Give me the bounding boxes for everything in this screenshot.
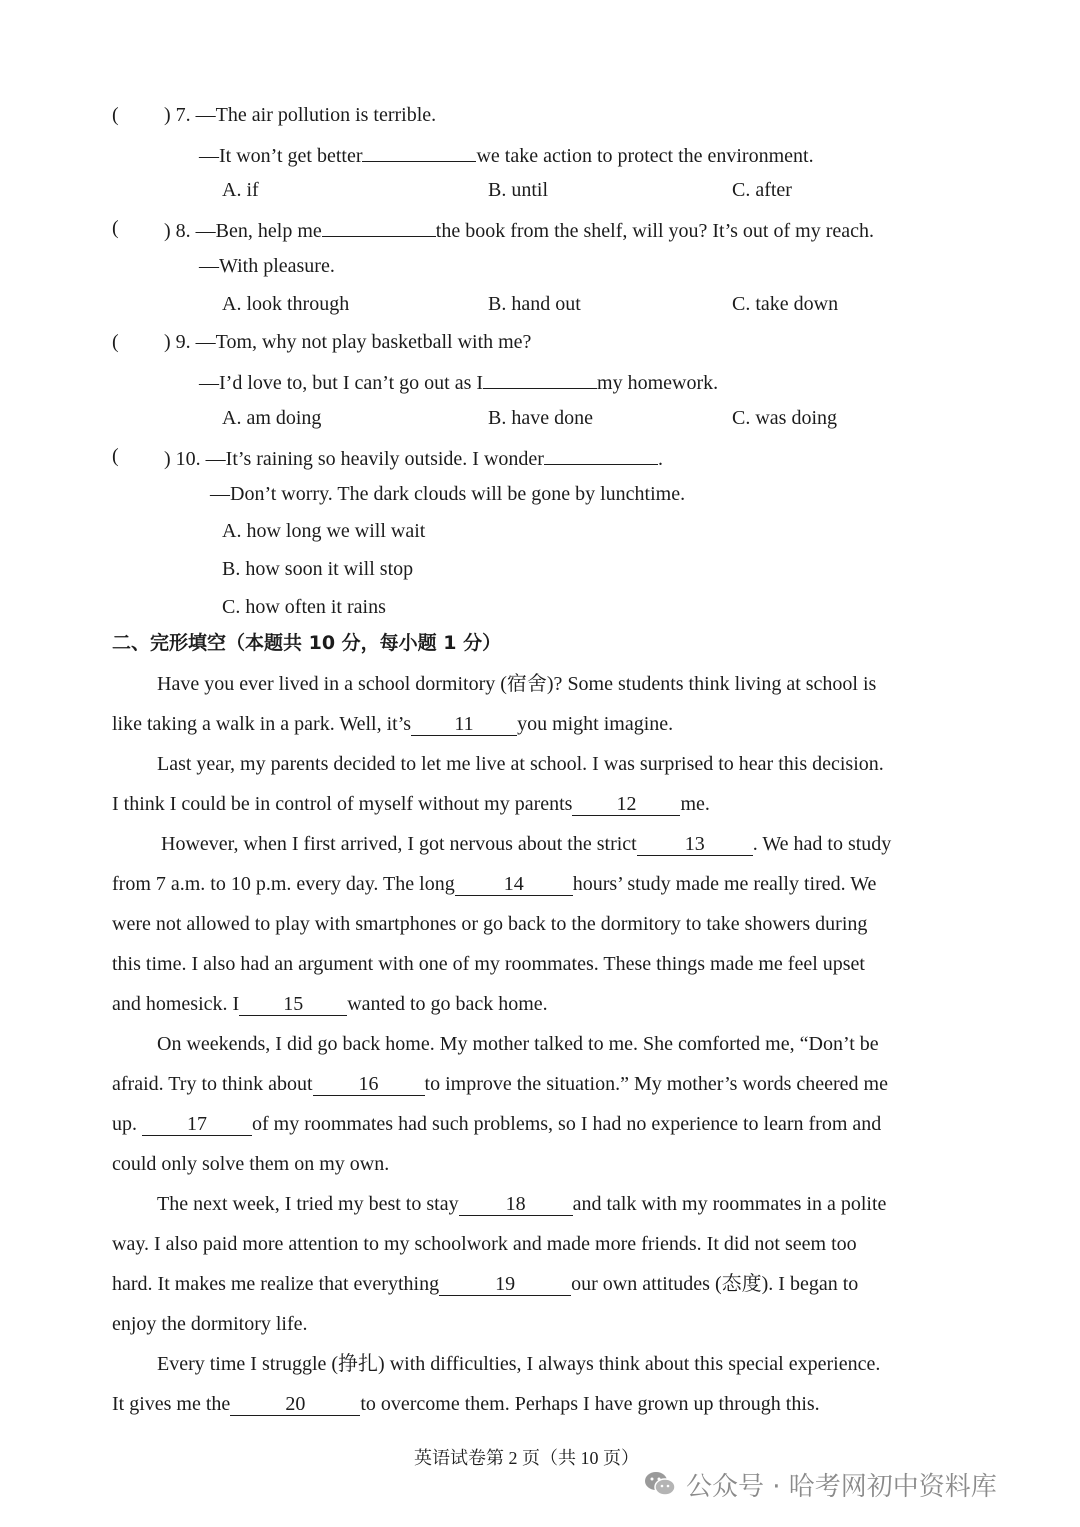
q9-paren: ( bbox=[112, 331, 119, 353]
q7-number: ) 7. bbox=[164, 104, 191, 126]
blank-13[interactable]: 13 bbox=[637, 834, 753, 856]
passage-text: afraid. Try to think about bbox=[112, 1073, 313, 1095]
passage-line: Every time I struggle (挣扎) with difficulties, I always think about this special experience. bbox=[157, 1353, 881, 1375]
passage-text: to overcome them. Perhaps I have grown up through this. bbox=[360, 1393, 820, 1415]
q10-paren: ( bbox=[112, 445, 119, 467]
passage-line: On weekends, I did go back home. My mother talked to me. She comforted me, “Don’t be bbox=[157, 1033, 879, 1055]
blank-19[interactable]: 19 bbox=[439, 1274, 571, 1296]
passage-line: could only solve them on my own. bbox=[112, 1153, 390, 1175]
q9-stem bbox=[164, 330, 531, 354]
q7-question: —The air pollution is terrible. bbox=[195, 104, 437, 126]
blank-11[interactable]: 11 bbox=[411, 714, 517, 736]
q10-option-c: C. how often it rains bbox=[222, 596, 386, 618]
blank-12[interactable]: 12 bbox=[572, 794, 680, 816]
passage-line bbox=[112, 1112, 881, 1136]
blank-15[interactable]: 15 bbox=[239, 994, 347, 1016]
passage-text: to improve the situation.” My mother’s words cheered me bbox=[424, 1073, 888, 1095]
q9-reply bbox=[199, 368, 718, 395]
passage-text: I think I could be in control of myself without my parents bbox=[112, 793, 573, 815]
passage-text: and talk with my roommates in a polite bbox=[572, 1193, 887, 1215]
watermark bbox=[644, 1466, 997, 1502]
q10-number: ) 10. bbox=[164, 448, 201, 470]
q9-blank[interactable] bbox=[483, 368, 597, 389]
q10-stem bbox=[164, 444, 663, 471]
q8-question-start: —Ben, help me bbox=[195, 220, 322, 242]
q7-stem bbox=[164, 103, 436, 127]
blank-18[interactable]: 18 bbox=[459, 1194, 573, 1216]
blank-20[interactable]: 20 bbox=[230, 1394, 360, 1416]
q7-option-a: A. if bbox=[222, 179, 259, 201]
q7-reply-end: we take action to protect the environment. bbox=[476, 145, 814, 167]
q9-number: ) 9. bbox=[164, 331, 191, 353]
q9-reply-end: my homework. bbox=[597, 372, 719, 394]
passage-line bbox=[112, 792, 710, 816]
q7-option-b: B. until bbox=[488, 179, 549, 201]
passage-line bbox=[157, 1192, 886, 1216]
q9-option-b: B. have done bbox=[488, 407, 593, 429]
q8-stem bbox=[164, 216, 874, 243]
q8-option-b: B. hand out bbox=[488, 293, 581, 315]
passage-line: enjoy the dormitory life. bbox=[112, 1313, 308, 1335]
passage-line bbox=[112, 1072, 888, 1096]
passage-line: were not allowed to play with smartphones or go back to the dormitory to take showers during bbox=[112, 913, 868, 935]
passage-line: this time. I also had an argument with one of my roommates. These things made me feel upset bbox=[112, 953, 865, 975]
passage-text: up. bbox=[112, 1113, 137, 1135]
passage-text: However, when I first arrived, I got nervous about the strict bbox=[161, 833, 637, 855]
wechat-icon bbox=[644, 1470, 676, 1498]
passage-text: you might imagine. bbox=[517, 713, 674, 735]
q8-reply: —With pleasure. bbox=[199, 255, 335, 277]
q8-option-c: C. take down bbox=[732, 293, 839, 315]
q8-paren: ( bbox=[112, 217, 119, 239]
q8-blank[interactable] bbox=[322, 216, 436, 237]
passage-line bbox=[112, 992, 548, 1016]
passage-line bbox=[112, 1272, 858, 1296]
q10-option-b: B. how soon it will stop bbox=[222, 558, 414, 580]
q7-blank[interactable] bbox=[362, 141, 476, 162]
passage-text: wanted to go back home. bbox=[347, 993, 548, 1015]
q10-option-a: A. how long we will wait bbox=[222, 520, 426, 542]
q8-question-end: the book from the shelf, will you? It’s out of my reach. bbox=[435, 220, 874, 242]
passage-line bbox=[112, 872, 876, 896]
passage-text: and homesick. I bbox=[112, 993, 240, 1015]
passage-text: The next week, I tried my best to stay bbox=[157, 1193, 459, 1215]
q10-blank[interactable] bbox=[544, 444, 658, 465]
blank-17[interactable]: 17 bbox=[142, 1114, 252, 1136]
q10-question-start: —It’s raining so heavily outside. I wonder bbox=[205, 448, 544, 470]
q7-paren: ( bbox=[112, 104, 119, 126]
blank-16[interactable]: 16 bbox=[313, 1074, 425, 1096]
q10-reply: —Don’t worry. The dark clouds will be gone by lunchtime. bbox=[210, 483, 686, 505]
section-title-cloze: 二、完形填空（本题共 10 分，每小题 1 分） bbox=[112, 632, 502, 654]
passage-line bbox=[112, 712, 673, 736]
passage-text: hard. It makes me realize that everything bbox=[112, 1273, 440, 1295]
passage-text: from 7 a.m. to 10 p.m. every day. The long bbox=[112, 873, 455, 895]
q9-reply-start: —I’d love to, but I can’t go out as I bbox=[199, 372, 484, 394]
q10-question-end: . bbox=[657, 448, 663, 470]
watermark-text: 公众号 · 哈考网初中资料库 bbox=[686, 1471, 997, 1502]
q9-question: —Tom, why not play basketball with me? bbox=[195, 331, 532, 353]
q9-option-c: C. was doing bbox=[732, 407, 837, 429]
q7-reply-start: —It won’t get better bbox=[199, 145, 363, 167]
passage-line: way. I also paid more attention to my schoolwork and made more friends. It did not seem too bbox=[112, 1233, 857, 1255]
page-footer: 英语试卷第 2 页（共 10 页） bbox=[414, 1448, 639, 1468]
passage-line bbox=[112, 1392, 820, 1416]
passage-text: . We had to study bbox=[752, 833, 892, 855]
passage-line: Last year, my parents decided to let me live at school. I was surprised to hear this decision. bbox=[157, 753, 884, 775]
passage-text: our own attitudes (态度). I began to bbox=[571, 1273, 859, 1295]
q8-number: ) 8. bbox=[164, 220, 191, 242]
blank-14[interactable]: 14 bbox=[455, 874, 573, 896]
q7-option-c: C. after bbox=[732, 179, 792, 201]
passage-text: of my roommates had such problems, so I had no experience to learn from and bbox=[252, 1113, 882, 1135]
passage-text: like taking a walk in a park. Well, it’s bbox=[112, 713, 412, 735]
q8-option-a: A. look through bbox=[222, 293, 350, 315]
passage-text: hours’ study made me really tired. We bbox=[572, 873, 877, 895]
passage-text: It gives me the bbox=[112, 1393, 231, 1415]
q9-option-a: A. am doing bbox=[222, 407, 322, 429]
passage-line: Have you ever lived in a school dormitory (宿舍)? Some students think living at school is bbox=[157, 673, 877, 695]
passage-line bbox=[161, 832, 891, 856]
q7-reply bbox=[199, 141, 814, 168]
passage-text: me. bbox=[680, 793, 710, 815]
